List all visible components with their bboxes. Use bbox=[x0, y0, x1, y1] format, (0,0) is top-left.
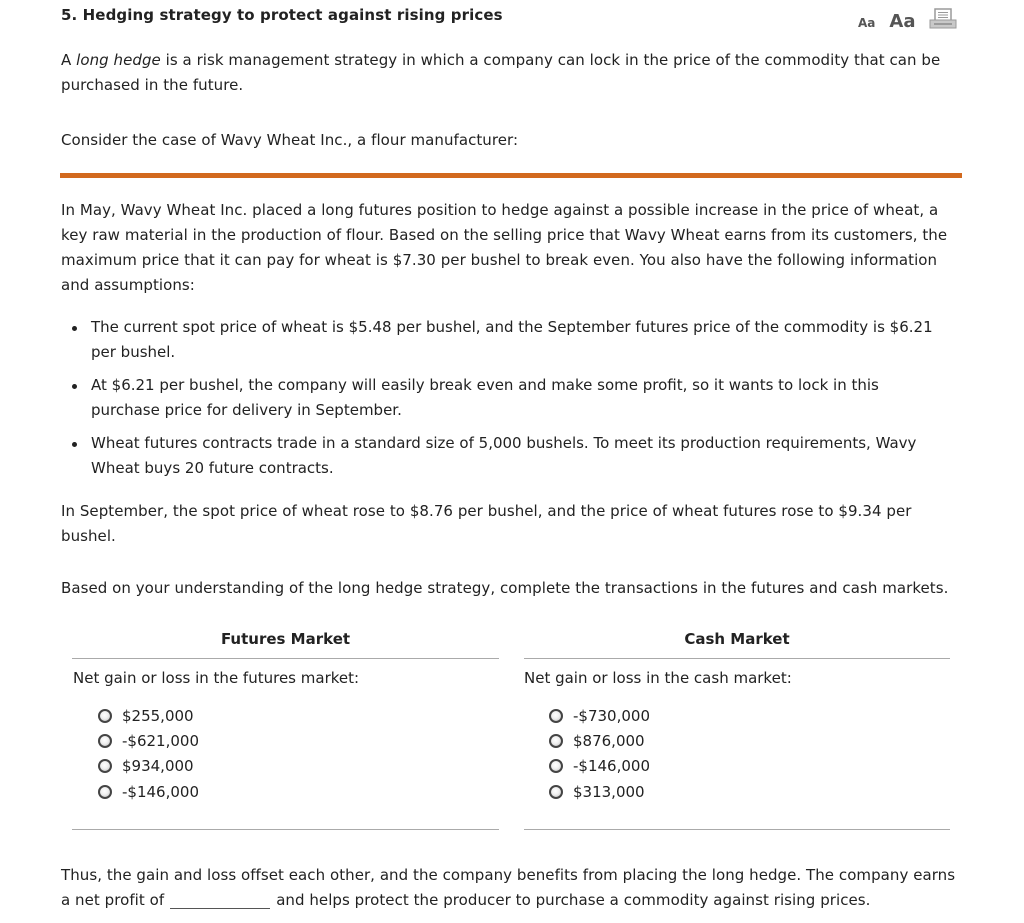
bullet-icon bbox=[72, 326, 77, 331]
futures-option[interactable]: $255,000 bbox=[98, 703, 199, 728]
radio-button[interactable] bbox=[549, 734, 563, 748]
cash-options bbox=[549, 703, 650, 804]
cash-option[interactable]: -$730,000 bbox=[549, 703, 650, 728]
futures-question: Net gain or loss in the futures market: bbox=[73, 669, 360, 687]
futures-options bbox=[98, 703, 199, 804]
definition-paragraph bbox=[61, 48, 961, 98]
cash-question: Net gain or loss in the cash market: bbox=[524, 669, 792, 687]
net-profit-dropdown[interactable] bbox=[170, 890, 270, 909]
scenario-paragraph: In May, Wavy Wheat Inc. placed a long futures position to hedge against a possible increase in the price of wheat, a key raw material in the production of flour. Based on the selling price that Wavy Wheat earns from its customers, the maximum price that it can pay for wheat is $7.30 per bushel to break even. You also have the following information and assumptions: bbox=[61, 201, 948, 294]
radio-button[interactable] bbox=[98, 709, 112, 723]
cash-option[interactable]: $876,000 bbox=[549, 728, 650, 753]
definition-text: is a risk management strategy in which a company can lock in the price of the commodity that can be purchased in the future. bbox=[61, 51, 941, 94]
futures-option[interactable]: -$621,000 bbox=[98, 728, 199, 753]
cash-option[interactable]: -$146,000 bbox=[549, 754, 650, 779]
toolbar bbox=[858, 5, 957, 32]
list-item: The current spot price of wheat is $5.48 per bushel, and the September futures price of the commodity is $6.21 per bushel. bbox=[61, 315, 941, 365]
definition-prefix: A bbox=[61, 51, 77, 69]
list-item: Wheat futures contracts trade in a standard size of 5,000 bushels. To meet its production requirements, Wavy Wheat buys 20 future contracts. bbox=[61, 431, 941, 481]
radio-button[interactable] bbox=[549, 785, 563, 799]
cash-header-divider bbox=[524, 658, 950, 659]
bullet-icon bbox=[72, 384, 77, 389]
font-size-large-button[interactable]: Aa bbox=[889, 11, 916, 32]
cash-market-heading: Cash Market bbox=[684, 630, 790, 648]
case-intro: Consider the case of Wavy Wheat Inc., a flour manufacturer: bbox=[61, 131, 519, 149]
futures-market-heading: Futures Market bbox=[220, 630, 351, 648]
futures-option[interactable]: -$146,000 bbox=[98, 779, 199, 804]
instruction-paragraph: Based on your understanding of the long hedge strategy, complete the transactions in the futures and cash markets. bbox=[61, 579, 949, 597]
definition-term: long hedge bbox=[76, 51, 161, 69]
assumptions-list bbox=[61, 315, 941, 489]
section-divider bbox=[60, 173, 962, 178]
futures-option[interactable]: $934,000 bbox=[98, 754, 199, 779]
radio-button[interactable] bbox=[98, 785, 112, 799]
radio-button[interactable] bbox=[549, 709, 563, 723]
radio-button[interactable] bbox=[549, 759, 563, 773]
bullet-icon bbox=[72, 442, 77, 447]
conclusion-line-1: Thus, the gain and loss offset each other, and the company benefits from placing the long hedge. The company earns bbox=[61, 866, 956, 884]
question-title: 5. Hedging strategy to protect against rising prices bbox=[61, 6, 503, 24]
radio-button[interactable] bbox=[98, 734, 112, 748]
september-paragraph: In September, the spot price of wheat rose to $8.76 per bushel, and the price of wheat futures rose to $9.34 per bushel. bbox=[61, 502, 912, 545]
print-icon[interactable] bbox=[929, 8, 957, 30]
font-size-small-button[interactable]: Aa bbox=[858, 16, 876, 30]
futures-header-divider bbox=[72, 658, 499, 659]
futures-footer-divider bbox=[72, 829, 499, 830]
conclusion-line-2: a net profit of and helps protect the producer to purchase a commodity against rising prices. bbox=[61, 891, 871, 909]
cash-footer-divider bbox=[524, 829, 950, 830]
radio-button[interactable] bbox=[98, 759, 112, 773]
cash-option[interactable]: $313,000 bbox=[549, 779, 650, 804]
list-item: At $6.21 per bushel, the company will easily break even and make some profit, so it wants to lock in this purchase price for delivery in September. bbox=[61, 373, 941, 423]
